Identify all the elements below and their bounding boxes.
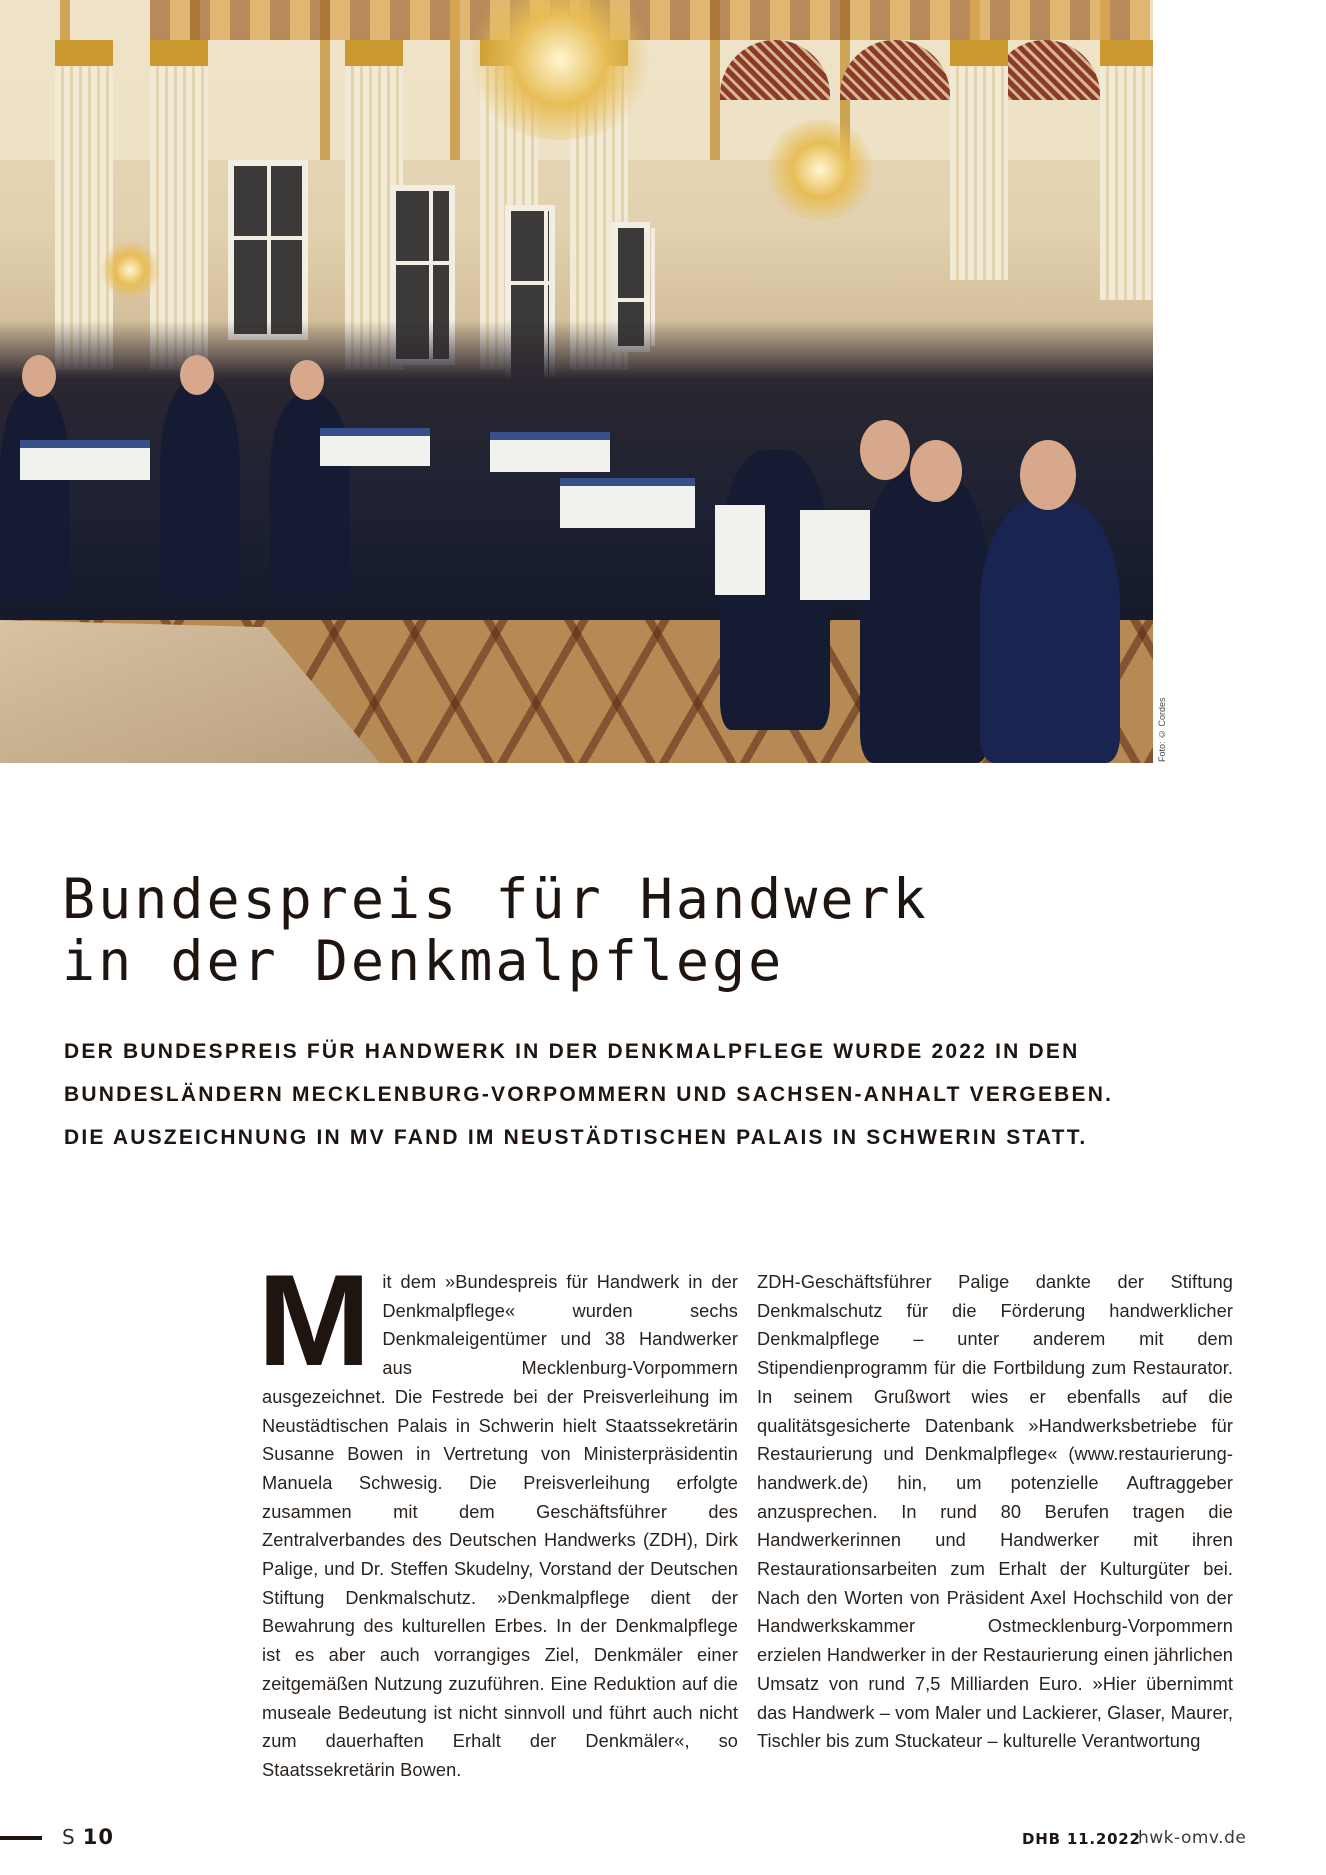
photo-head — [1020, 440, 1076, 510]
photo-column — [1100, 40, 1153, 300]
photo-person — [0, 390, 70, 600]
footer-rule — [0, 1836, 42, 1840]
body-text-left: it dem »Bundespreis für Handwerk in der Denkmalpflege« wurden sechs Denkmaleigentümer und 38 Handwerker aus Mecklenburg-Vorpommern ausgezeichnet. Die Festrede bei der Preisverleihung im Neustädtischen Palais in Schwerin hielt Staatssekretärin Susanne Bowen in Vertretung von Ministerpräsidentin Manuela Schwesig. Die Preisverleihung erfolgte zusammen mit dem Geschäftsführer des Zentralverbandes des Deutschen Handwerks (ZDH), Dirk Palige, und Dr. Steffen Skudelny, Vorstand der Deutschen Stiftung Denkmalschutz. »Denkmalpflege dient der Bewahrung des kulturellen Erbes. In der Denkmalpflege ist es aber auch vorrangiges Ziel, Denkmäler einer zeitgemäßen Nutzung zuzuführen. Eine Reduktion auf die museale Bedeutung ist nicht sinnvoll und führt auch nicht zum dauerhaften Erhalt der Denkmäler«, so Staatssekretärin Bowen. — [262, 1272, 738, 1780]
body-column-right — [757, 1268, 1233, 1756]
title-line-2: in der Denkmalpflege — [62, 929, 785, 993]
article-lead: DER BUNDESPREIS FÜR HANDWERK IN DER DENKMALPFLEGE WURDE 2022 IN DEN BUNDESLÄNDERN MECKLENBURG-VORPOMMERN UND SACHSEN-ANHALT VERGEBEN. DIE AUSZEICHNUNG IN MV FAND IM NEUSTÄDTISCHEN PALAIS IN SCHWERIN STATT. — [64, 1040, 1114, 1149]
body-text-right: ZDH-Geschäftsführer Palige dankte der Stiftung Denkmalschutz für die Förderung handwerklicher Denkmalpflege – unter anderem mit dem Stipendienprogramm für die Fortbildung zum Restaurator. In seinem Grußwort wies er ebenfalls auf die qualitätsgesicherte Datenbank »Handwerksbetriebe für Restaurierung und Denkmalpflege« (www.restaurierung-handwerk.de) hin, um potenzielle Auftraggeber anzusprechen. In rund 80 Berufen tragen die Handwerkerinnen und Handwerker mit ihren Restaurationsarbeiten zum Erhalt der Kulturgüter bei. Nach den Worten von Präsident Axel Hochschild von der Handwerkskammer Ostmecklenburg-Vorpommern erzielen Handwerker in der Restaurierung einen jährlichen Umsatz von rund 7,5 Milliarden Euro. »Hier übernimmt das Handwerk – vom Maler und Lackierer, Glaser, Maurer, Tischler bis zum Stuckateur – kulturelle Verantwortung — [757, 1272, 1233, 1752]
website-label: hwk-omv.de — [1138, 1828, 1247, 1848]
photo-certificate — [320, 428, 430, 466]
photo-credit: Foto: © Cordes — [1157, 697, 1167, 762]
title-line-1: Bundespreis für Handwerk — [62, 867, 929, 931]
photo-certificate — [20, 440, 150, 480]
page-number: 10 — [82, 1825, 114, 1849]
photo-person — [980, 500, 1120, 763]
article-title — [62, 868, 1162, 992]
photo-certificate — [490, 432, 610, 472]
photo-certificate — [560, 478, 695, 528]
photo-person — [160, 380, 240, 600]
dropcap: M — [257, 1247, 372, 1393]
photo-column — [950, 40, 1008, 280]
issue-label: DHB 11.2022 — [1022, 1830, 1141, 1848]
photo-lamp — [100, 240, 160, 300]
photo-window — [228, 160, 308, 340]
page-prefix: S — [62, 1825, 75, 1849]
photo-certificate — [800, 510, 870, 600]
photo-chandelier — [760, 120, 880, 220]
photo-head — [910, 440, 962, 502]
body-column-left — [257, 1247, 738, 1785]
photo-person — [270, 395, 350, 595]
photo-person — [860, 470, 990, 763]
page-folio — [62, 1825, 114, 1849]
photo-head — [180, 355, 214, 395]
photo-head — [860, 420, 910, 480]
hero-photo — [0, 0, 1153, 763]
photo-head — [290, 360, 324, 400]
photo-certificate — [715, 505, 765, 595]
photo-head — [22, 355, 56, 397]
